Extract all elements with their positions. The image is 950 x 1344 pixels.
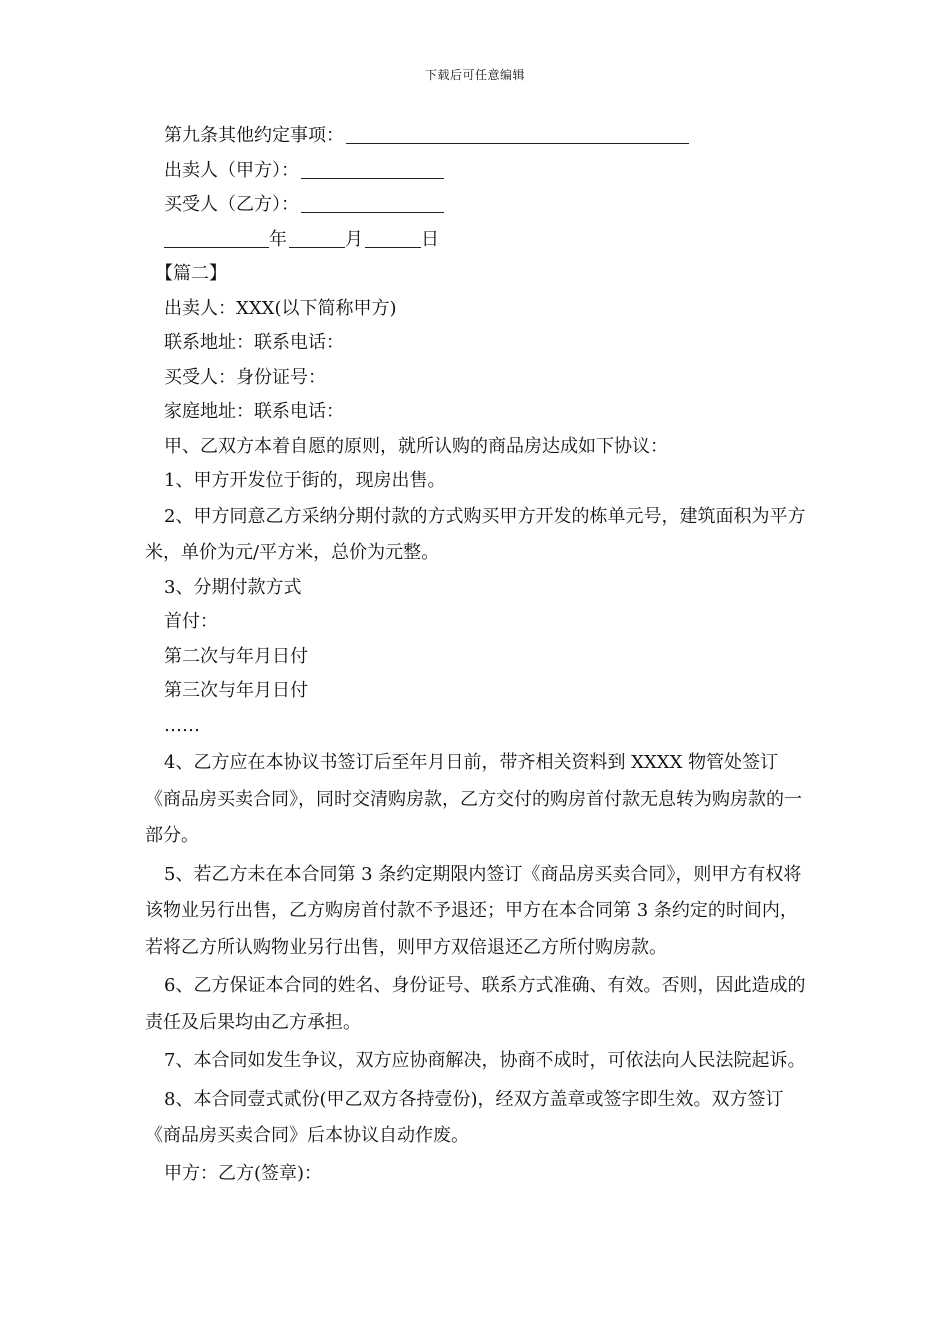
agreement-intro: 甲、乙双方本着自愿的原则，就所认购的商品房达成如下协议：: [164, 435, 668, 457]
article9-label: 第九条其他约定事项：: [164, 125, 344, 146]
clause-4: 4、乙方应在本协议书签订后至年月日前，带齐相关资料到 XXXX 物管处签订《商品房买卖合同》，同时交清购房款，乙方交付的购房首付款无息转为购房款的一部分。: [145, 752, 802, 847]
date-line: [145, 223, 807, 258]
seller-signature-line: [145, 154, 807, 189]
month-blank: [289, 228, 345, 248]
ellipsis: ……: [164, 714, 200, 736]
year-blank: [164, 228, 269, 248]
clause-2: 2、甲方同意乙方采纳分期付款的方式购买甲方开发的栋单元号，建筑面积为平方米，单价为元/平方米，总价为元整。: [145, 505, 806, 563]
section-title: 【篇二】: [155, 263, 227, 284]
contact-info-2: 家庭地址：联系电话：: [164, 401, 344, 422]
document-body: [145, 119, 807, 1191]
article9-blank: [346, 124, 689, 144]
year-label: 年: [269, 228, 287, 250]
clause-1: 1、甲方开发位于街的，现房出售。: [164, 470, 446, 491]
clause-5: 5、若乙方未在本合同第 3 条约定期限内签订《商品房买卖合同》，则甲方有权将该物业另行出售，乙方购房首付款不予退还；甲方在本合同第 3 条约定的时间内，若将乙方所认购物业另行出售，则甲方双倍退还乙方所付购房款。: [145, 863, 802, 958]
seller-blank: [301, 159, 444, 179]
day-label: 日: [421, 228, 439, 250]
page-header-note: 下载后可任意编辑: [424, 68, 525, 82]
contact-info-1: 联系地址：联系电话：: [164, 332, 344, 353]
signature-line: 甲方：乙方(签章)：: [164, 1162, 323, 1184]
payment-first: 首付：: [164, 611, 218, 633]
seller-info: 出卖人：XXX(以下简称甲方): [164, 297, 397, 319]
article9-line: [145, 119, 807, 154]
payment-second: 第二次与年月日付: [164, 645, 308, 667]
clause-8: 8、本合同壹式贰份(甲乙双方各持壹份)，经双方盖章或签字即生效。双方签订《商品房买卖合同》后本协议自动作废。: [145, 1088, 784, 1147]
clause-7: 7、本合同如发生争议，双方应协商解决，协商不成时，可依法向人民法院起诉。: [164, 1050, 806, 1072]
month-label: 月: [345, 228, 363, 250]
buyer-info: 买受人：身份证号：: [164, 366, 326, 388]
buyer-signature-line: [145, 188, 807, 223]
clause-3: 3、分期付款方式: [164, 576, 302, 598]
buyer-label: 买受人（乙方）：: [164, 194, 299, 215]
clause-6: 6、乙方保证本合同的姓名、身份证号、联系方式准确、有效。否则，因此造成的责任及后果均由乙方承担。: [145, 975, 806, 1033]
day-blank: [365, 228, 421, 248]
buyer-blank: [301, 193, 444, 213]
seller-label: 出卖人（甲方）：: [164, 159, 299, 181]
payment-third: 第三次与年月日付: [164, 680, 308, 702]
